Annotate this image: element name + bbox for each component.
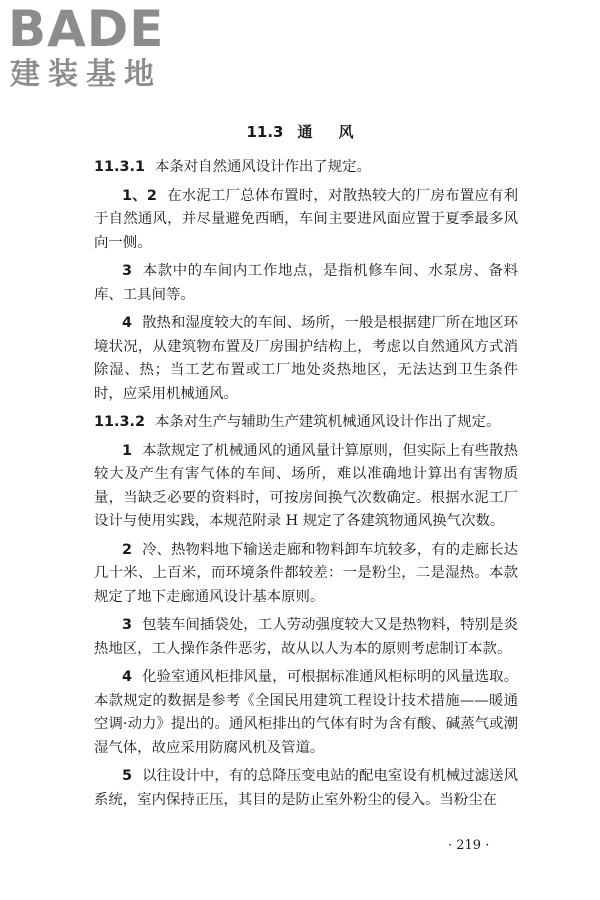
item-label: 4: [122, 669, 133, 685]
item-label: 5: [122, 768, 133, 784]
page-number: · 219 ·: [448, 838, 490, 853]
logo-wordmark: BADE: [8, 0, 165, 58]
item-label: 1: [122, 442, 133, 459]
section-title: [0, 121, 600, 143]
clause-11-3-1: [94, 156, 518, 180]
clause-11-3-2: [94, 411, 518, 435]
section-title-part2: 风: [338, 123, 354, 141]
clause-text: 本条对生产与辅助生产建筑机械通风设计作出了规定。: [155, 414, 501, 430]
section-title-part1: 通: [297, 123, 313, 141]
item-text: 冷、热物料地下输送走廊和物料卸车坑较多，有的走廊长达几十米、上百米，而环境条件都较差：一是粉尘，二是湿热。本款规定了地下走廊通风设计基本原则。: [94, 541, 518, 605]
item-label: 4: [122, 315, 133, 331]
logo-subtitle: 建装基地: [10, 57, 162, 92]
item-text: 在水泥工厂总体布置时，对散热较大的厂房布置应有利于自然通风，并尽量避免西晒，车间主要进风面应置于夏季最多风向一侧。: [94, 187, 518, 251]
item-5: [94, 765, 518, 812]
clause-text: 本条对自然通风设计作出了规定。: [155, 159, 371, 175]
clause-label: 11.3.1: [94, 159, 145, 175]
document-body: [94, 156, 518, 817]
clause-label: 11.3.2: [94, 414, 145, 430]
item-text: 以往设计中，有的总降压变电站的配电室设有机械过滤送风系统，室内保持正压，其目的是防止室外粉尘的侵入。当粉尘在: [94, 768, 518, 808]
section-number: 11.3: [246, 123, 284, 141]
item-label: 2: [122, 541, 133, 558]
item-text: 包装车间插袋处，工人劳动强度较大又是热物料，特别是炎热地区，工人操作条件恶劣，故从以人为本的原则考虑制订本款。: [94, 617, 518, 657]
item-label: 3: [122, 263, 133, 279]
item-3b: [94, 614, 518, 661]
item-label: 1、2: [122, 187, 157, 204]
item-text: 本款中的车间内工作地点，是指机修车间、水泵房、备料库、工具间等。: [94, 263, 518, 303]
item-label: 3: [122, 617, 133, 633]
item-3: [94, 260, 518, 307]
item-1: [94, 440, 518, 534]
item-1-2: [94, 185, 518, 256]
bade-logo: [8, 2, 208, 98]
item-text: 化验室通风柜排风量，可根据标准通风柜标明的风量选取。本款规定的数据是参考《全国民用建筑工程设计技术措施——暖通空调·动力》提出的。通风柜排出的气体有时为含有酸、碱蒸气或潮湿气体，故应采用防腐风机及管道。: [94, 669, 518, 756]
item-4: [94, 312, 518, 406]
item-2: [94, 539, 518, 610]
item-text: 本款规定了机械通风的通风量计算原则，但实际上有些散热较大及产生有害气体的车间、场所，难以准确地计算出有害物质量，当缺乏必要的资料时，可按房间换气次数确定。根据水泥工厂设计与使用实践，本规范附录 H 规定了各建筑物通风换气次数。: [94, 442, 518, 529]
item-text: 散热和湿度较大的车间、场所，一般是根据建厂所在地区环境状况，从建筑物布置及厂房围护结构上，考虑以自然通风方式消除湿、热；当工艺布置或工厂地处炎热地区，无法达到卫生条件时，应采用机械通风。: [94, 315, 518, 402]
item-4b: [94, 666, 518, 760]
